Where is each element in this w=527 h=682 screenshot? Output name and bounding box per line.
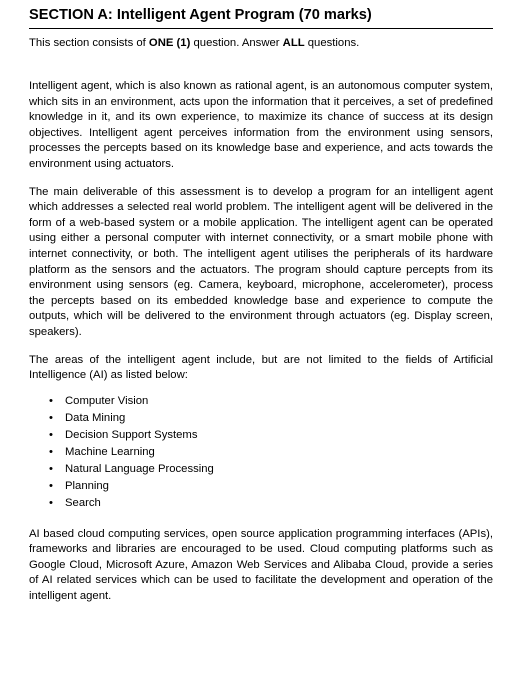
instruction-all: ALL xyxy=(282,37,305,49)
list-item xyxy=(49,461,493,478)
list-item xyxy=(49,478,493,495)
list-item-label: Data Mining xyxy=(65,411,126,424)
list-item-label: Planning xyxy=(65,479,109,492)
section-title: SECTION A: Intelligent Agent Program (70 marks) xyxy=(29,6,493,29)
bullet-icon: • xyxy=(49,394,53,407)
deliverable-paragraph: The main deliverable of this assessment is to develop a program for an intelligent agent which addresses a selected real world problem. The intelligent agent will be delivered in the form of a web-based system or a mobile application. The intelligent agent can be operated using either a personal computer with internet connectivity, or a smart mobile phone with internet connectivity, or both. The intelligent agent utilises the peripherals of its hardware platform as the sensors and the actuators. The program should capture percepts from its environment using sensors (eg. Camera, keyboard, microphone, accelerometer), process the percepts based on its embedded knowledge base and experience to compute the outputs, which will be delivered to the environment through actuators (eg. Display screen, speakers). xyxy=(29,185,493,338)
document-page xyxy=(29,6,493,605)
list-item xyxy=(49,393,493,410)
instruction-count: ONE (1) xyxy=(148,37,191,49)
list-item-label: Decision Support Systems xyxy=(65,428,198,441)
instruction-middle: question. Answer xyxy=(190,37,283,49)
bullet-icon: • xyxy=(49,428,53,441)
instruction-prefix: This section consists of xyxy=(29,37,149,49)
instruction-suffix: questions. xyxy=(304,37,360,49)
list-item xyxy=(49,495,493,512)
intro-paragraph: Intelligent agent, which is also known as rational agent, is an autonomous computer system, which sits in an environment, acts upon the information that it perceives, a set of predefined knowledge in it, and its own experience, to maximize its chance of success at its design objectives. Intelligent agent perceives information from the environment using sensors, processes the percepts based on its knowledge base and experience, and acts towards the environment using actuators. xyxy=(29,80,493,170)
bullet-icon: • xyxy=(49,496,53,509)
list-item-label: Machine Learning xyxy=(65,445,155,458)
section-instruction xyxy=(29,36,493,51)
list-item xyxy=(49,444,493,461)
list-item-label: Computer Vision xyxy=(65,394,149,407)
list-item xyxy=(49,410,493,427)
list-item-label: Natural Language Processing xyxy=(65,462,214,475)
bullet-icon: • xyxy=(49,445,53,458)
bullet-icon: • xyxy=(49,411,53,424)
bullet-icon: • xyxy=(49,462,53,475)
areas-intro-paragraph: The areas of the intelligent agent include, but are not limited to the fields of Artificial Intelligence (AI) as listed below: xyxy=(29,353,493,382)
list-item xyxy=(49,427,493,444)
ai-areas-list xyxy=(29,393,493,512)
cloud-paragraph: AI based cloud computing services, open source application programming interfaces (APIs), frameworks and libraries are encouraged to be used. Cloud computing platforms such as Google Cloud, Microsoft Azure, Amazon Web Services and Alibaba Cloud, provide a series of AI related services which can be used to facilitate the development and operation of the intelligent agent. xyxy=(29,527,493,603)
bullet-icon: • xyxy=(49,479,53,492)
list-item-label: Search xyxy=(65,496,101,509)
